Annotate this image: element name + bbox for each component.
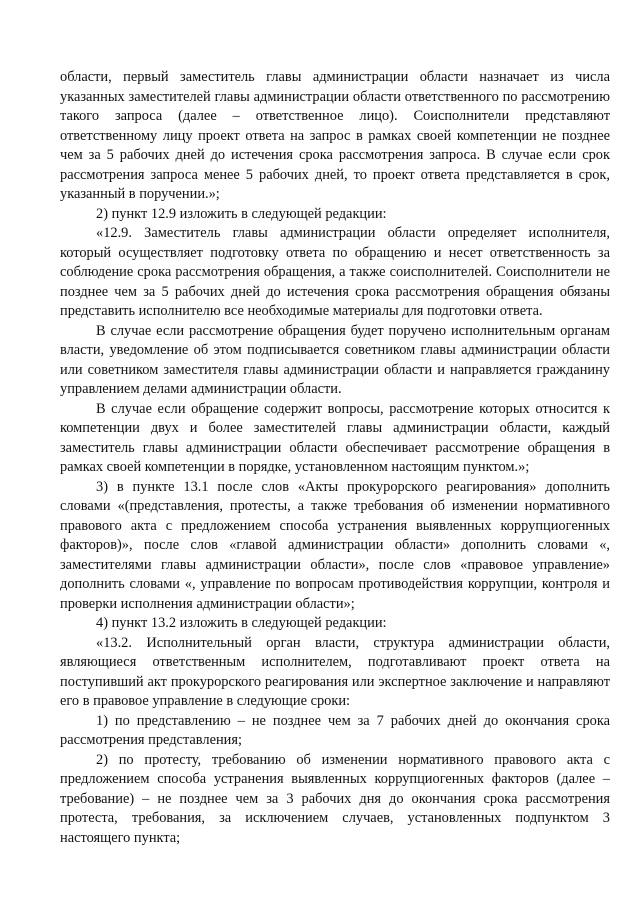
paragraph-item-4: 4) пункт 13.2 изложить в следующей редакции: [96,615,387,631]
paragraph-continuation: области, первый заместитель главы администрации области назначает из числа указанных заместителей главы администрации области ответственного по рассмотрению такого запроса (далее – ответственное лицо). Соисполнители представляют ответственному лицу проект ответа на запрос в рамках своей компетенции не позднее чем за 5 рабочих дней до истечения срока рассмотрения запроса. В случае если срок рассмотрения запроса менее 5 рабочих дней, то проект ответа представляется в срок, указанный в поручении.»; [60,69,610,202]
paragraph-12-9: «12.9. Заместитель главы администрации области определяет исполнителя, который осуществляет подготовку ответа по обращению и несет ответственность за соблюдение срока рассмотрения обращения, а также соисполнителей. Соисполнители не позднее чем за 5 рабочих дней до истечения срока рассмотрения обращения обязаны представить исполнителю все необходимые материалы для подготовки ответа. [60,225,610,319]
paragraph-13-2: «13.2. Исполнительный орган власти, структура администрации области, являющиеся ответственным исполнителем, подготавливают проект ответа на поступивший акт прокурорского реагирования или экспертное заключение и направляют его в правовое управление в следующие сроки: [60,634,610,709]
document-page [60,68,610,848]
paragraph-item-3: 3) в пункте 13.1 после слов «Акты прокурорского реагирования» дополнить словами «(представления, протесты, а также требования об изменении нормативного правового акта с предложением способа устранения выявленных коррупциогенных факторов)», после слов «главой администрации области» дополнить словами «, заместителями главы администрации области», после слов «правовое управление» дополнить словами «, управление по вопросам противодействия коррупции, контроля и проверки исполнения администрации области»; [60,478,610,612]
paragraph-12-9-third: В случае если обращение содержит вопросы, рассмотрение которых относится к компетенции двух и более заместителей главы администрации области, каждый заместитель главы администрации области обеспечивает рассмотрение обращения в рамках своей компетенции в порядке, установленном настоящим пунктом.»; [60,400,610,475]
paragraph-item-2: 2) пункт 12.9 изложить в следующей редакции: [96,205,387,222]
paragraph-13-2-sub-1: 1) по представлению – не позднее чем за 7 рабочих дней до окончания срока рассмотрения представления; [60,712,610,748]
paragraph-13-2-sub-2: 2) по протесту, требованию об изменении нормативного правового акта с предложением способа устранения выявленных коррупциогенных факторов (далее – требование) – не позднее чем за 3 рабочих дня до окончания срока рассмотрения протеста, требования, за исключением случаев, установленных подпунктом 3 настоящего пункта; [60,751,610,846]
paragraph-12-9-second: В случае если рассмотрение обращения будет поручено исполнительным органам власти, уведомление об этом подписывается советником главы администрации области или советником заместителя главы администрации области и направляется гражданину управлением делами администрации области. [60,322,610,397]
